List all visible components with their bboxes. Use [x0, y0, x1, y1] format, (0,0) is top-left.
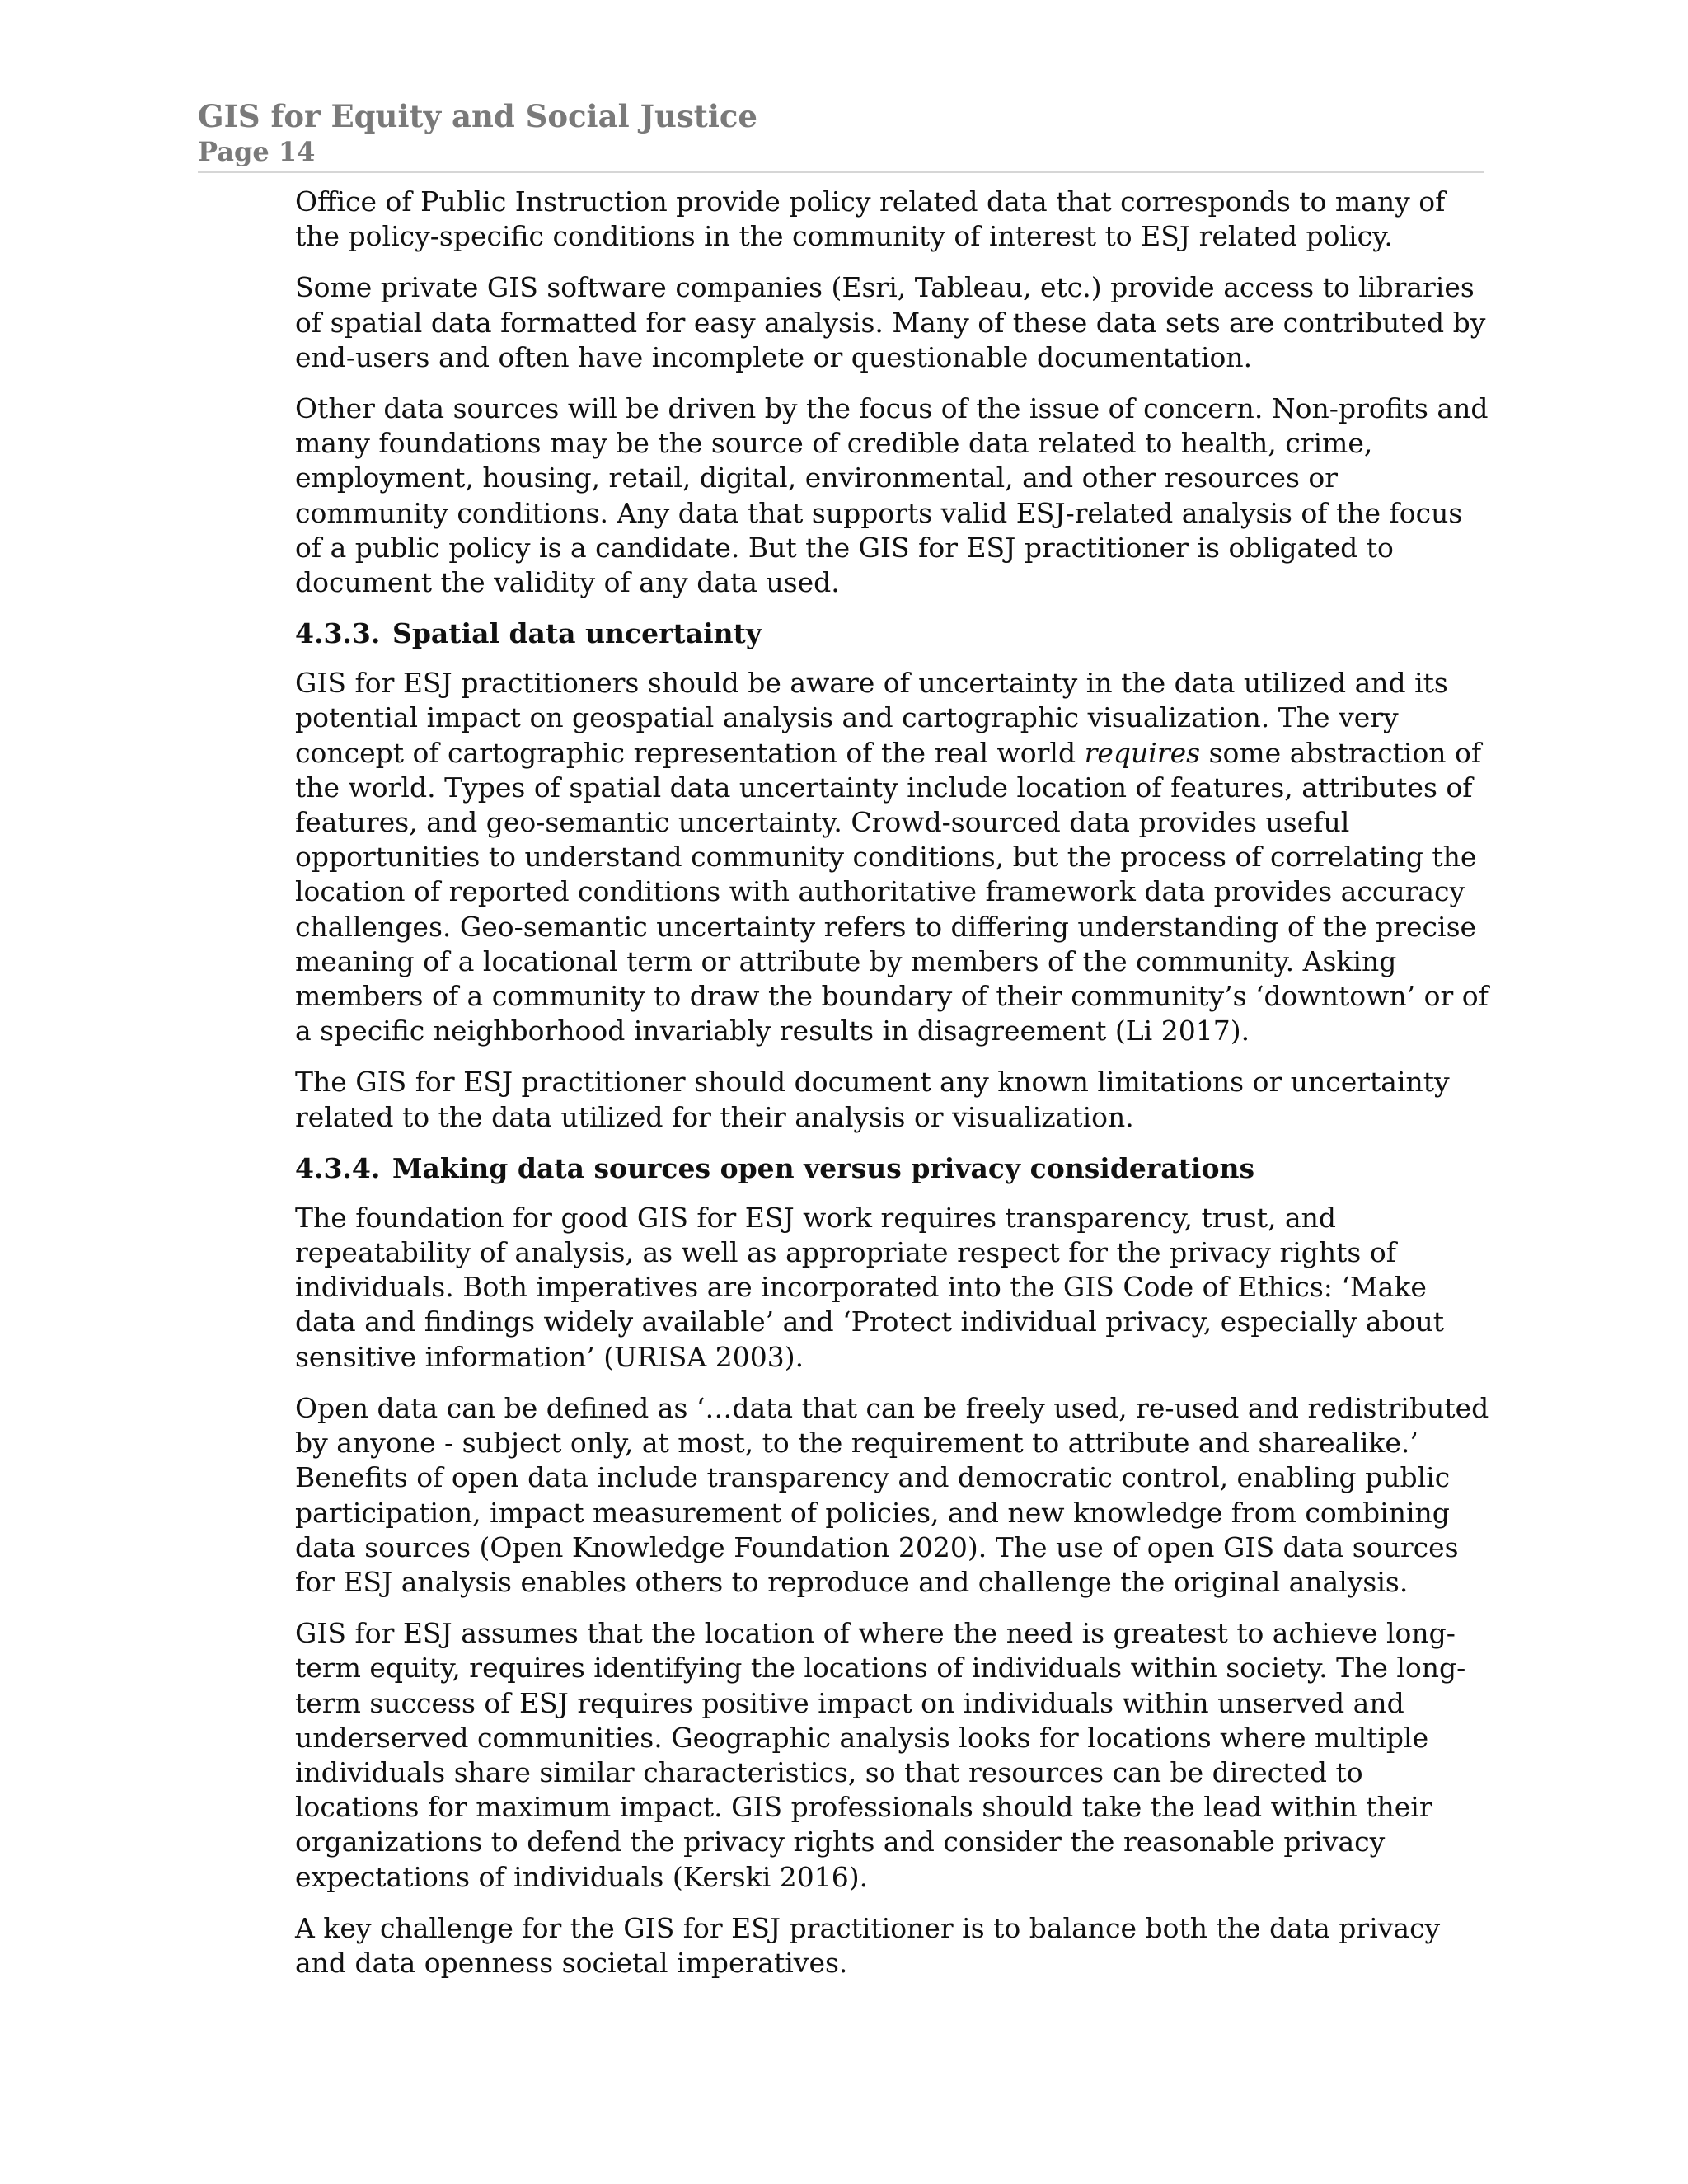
- paragraph: The GIS for ESJ practitioner should document any known limitations or uncertainty related to the data utilized for their analysis or visualization.: [295, 1066, 1450, 1133]
- paragraph: A key challenge for the GIS for ESJ practitioner is to balance both the data privacy and data openness societal imperatives.: [295, 1911, 1441, 1979]
- paragraph: Some private GIS software companies (Esri, Tableau, etc.) provide access to libraries of spatial data formatted for easy analysis. Many of these data sets are contributed by end-users and often have incomplete or questionable documentation.: [295, 271, 1486, 373]
- paragraph: The foundation for good GIS for ESJ work requires transparency, trust, and repeatability of analysis, as well as appropriate respect for the privacy rights of individuals. Both imperatives are incorporated into the GIS Code of Ethics: ‘Make data and findings widely available’ and ‘Protect individual privacy, especially about sensitive information’ (URISA 2003).: [295, 1201, 1445, 1373]
- section-heading-4-3-3: [295, 616, 1492, 651]
- section-title: Making data sources open versus privacy considerations: [392, 1151, 1255, 1184]
- header-divider: [198, 171, 1484, 173]
- page-number: Page 14: [198, 136, 316, 167]
- page-content: [295, 185, 1492, 1997]
- paragraph: [295, 666, 1492, 1048]
- paragraph-text: GIS for ESJ practitioners should be aware of uncertainty in the data utilized and its potential impact on geospatial analysis and cartographic visualization. The very concept of cartographic representation of the real world: [295, 667, 1448, 769]
- page-header: [198, 97, 1484, 168]
- section-title: Spatial data uncertainty: [392, 617, 762, 650]
- paragraph: Office of Public Instruction provide policy related data that corresponds to many of the policy-specific conditions in the community of interest to ESJ related policy.: [295, 185, 1446, 253]
- paragraph: Open data can be defined as ‘…data that can be freely used, re-used and redistributed by anyone - subject only, at most, to the requirement to attribute and sharealike.’ Benefits of open data include transparency and democratic control, enabling public participation, impact measurement of policies, and new knowledge from combining data sources (Open Knowledge Foundation 2020). The use of open GIS data sources for ESJ analysis enables others to reproduce and challenge the original analysis.: [295, 1391, 1489, 1598]
- paragraph: GIS for ESJ assumes that the location of where the need is greatest to achieve long-term equity, requires identifying the locations of individuals within society. The long-term success of ESJ requires positive impact on individuals within unserved and underserved communities. Geographic analysis looks for locations where multiple individuals share similar characteristics, so that resources can be directed to locations for maximum impact. GIS professionals should take the lead within their organizations to defend the privacy rights and consider the reasonable privacy expectations of individuals (Kerski 2016).: [295, 1617, 1466, 1893]
- paragraph-text: some abstraction of the world. Types of spatial data uncertainty include location of features, attributes of features, and geo-semantic uncertainty. Crowd-sourced data provides useful opportunities to understand community conditions, but the process of correlating the location of reported conditions with authoritative framework data provides accuracy challenges. Geo-semantic uncertainty refers to differing understanding of the precise meaning of a locational term or attribute by members of the community. Asking members of a community to draw the boundary of their community’s ‘downtown’ or of a specific neighborhood invariably results in disagreement (Li 2017).: [295, 736, 1489, 1047]
- emphasis-text: requires: [1084, 736, 1201, 769]
- section-number: 4.3.3.: [295, 617, 381, 650]
- section-heading-4-3-4: [295, 1151, 1492, 1186]
- paragraph: Other data sources will be driven by the focus of the issue of concern. Non-profits and many foundations may be the source of credible data related to health, crime, employment, housing, retail, digital, environmental, and other resources or community conditions. Any data that supports valid ESJ-related analysis of the focus of a public policy is a candidate. But the GIS for ESJ practitioner is obligated to document the validity of any data used.: [295, 392, 1489, 599]
- section-number: 4.3.4.: [295, 1151, 381, 1184]
- document-title: GIS for Equity and Social Justice: [198, 98, 757, 134]
